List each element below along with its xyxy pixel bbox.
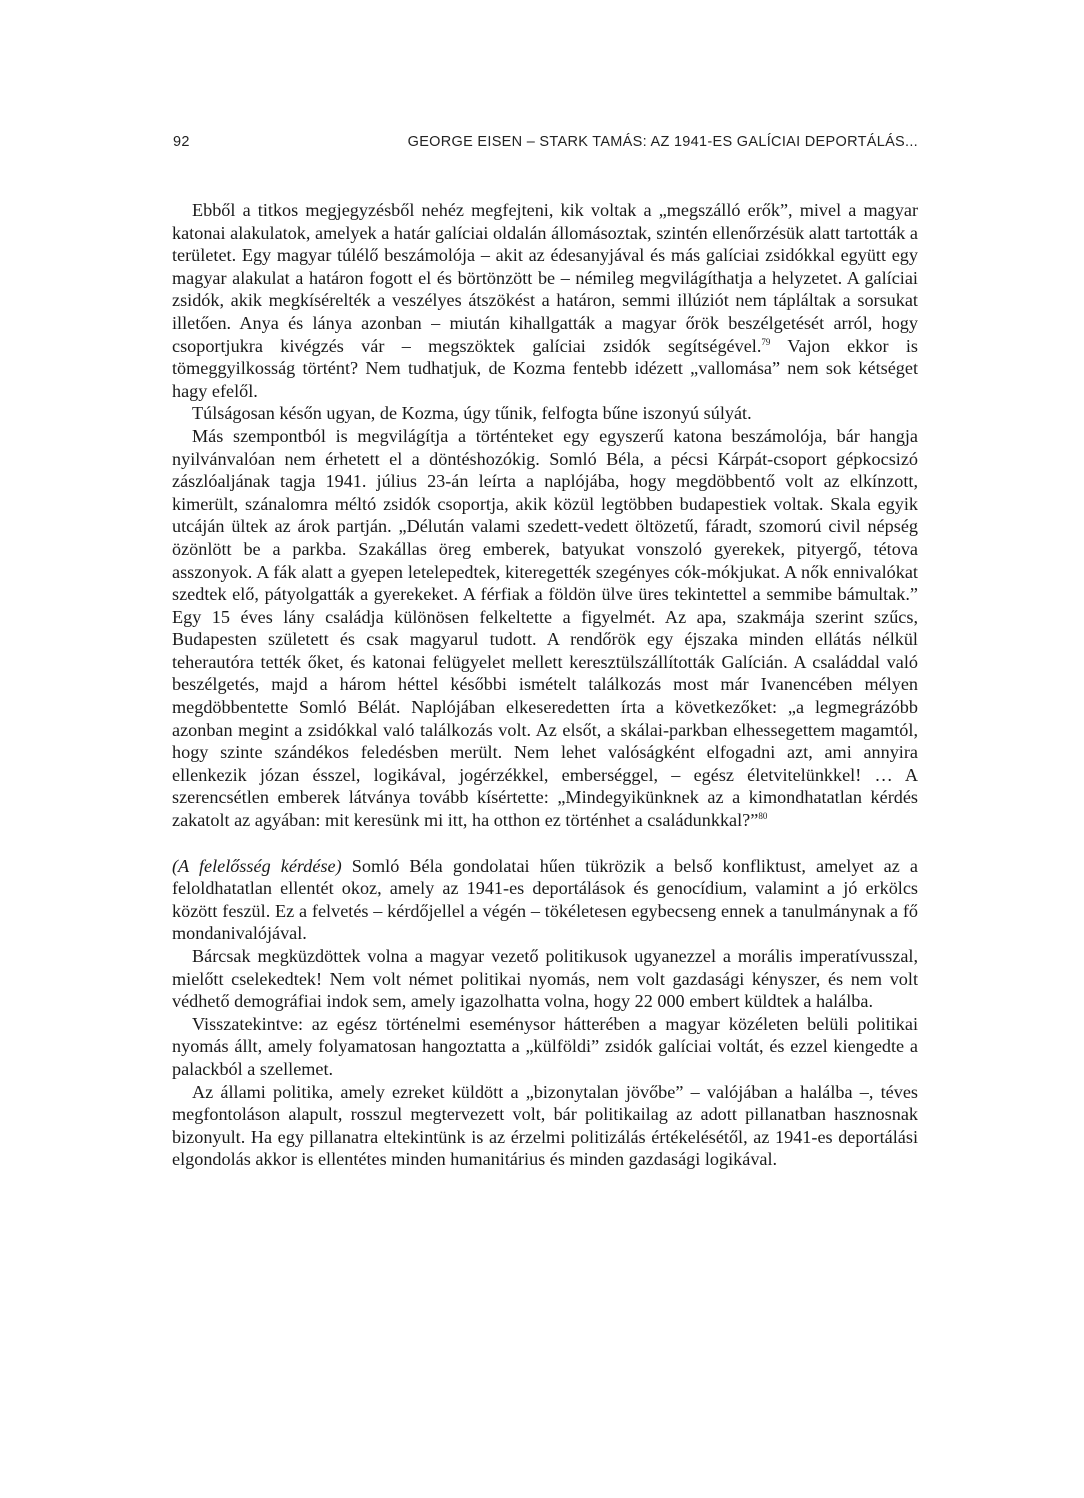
paragraph-6: Visszatekintve: az egész történelmi eseménysor hátterében a magyar közéleten belüli politikai nyomás állt, amely folyamatosan hangoztatta a „külföldi” zsidók galíciai voltát, és ezzel kiengedte a palackból a szellemet.	[172, 1013, 918, 1079]
paragraph-4-text: Somló Béla gondolatai hűen tükrözik a belső konfliktust, amelyet az a feloldhatatlan ellentét okoz, amely az 1941-es deportálások és genocídium, valamint a jó erkölcs között feszül. Ez a felvetés – kérdőjellel a végén – tökéletesen egybecseng ennek a tanulmánynak a fő mondanivalójával.	[172, 855, 918, 944]
page-header	[173, 134, 918, 156]
footnote-ref-79[interactable]: 79	[761, 336, 771, 347]
section-heading: (A felelősség kérdése)	[172, 855, 342, 876]
article-body	[172, 199, 918, 1171]
paragraph-1-text: Ebből a titkos megjegyzésből nehéz megfejteni, kik voltak a „megszálló erők”, mivel a magyar katonai alakulatok, amelyek a határ galíciai oldalán állomásoztak, szintén ellenőrzésük alatt tartották a területet. Egy magyar túlélő beszámolója – akit az édesanyjával és más galíciai zsidókkal együtt egy magyar alakulat a határon fogott el és börtönzött be – némileg megvilágíthatja a helyzetet. A galíciai zsidók, akik megkísérelték a veszélyes átszökést a határon, semmi illúziót nem tápláltak a sorsukat illetően. Anya és lánya azonban – miután kihallgatták a magyar őrök beszélgetését arról, hogy csoportjukra kivégzés vár – megszöktek galíciai zsidók segítségével.	[172, 200, 918, 356]
paragraph-2: Túlságosan későn ugyan, de Kozma, úgy tűnik, felfogta bűne iszonyú súlyát.	[192, 403, 752, 424]
paragraph-3	[172, 425, 918, 832]
footnote-ref-80[interactable]: 80	[758, 811, 768, 822]
page-number: 92	[173, 134, 190, 150]
running-head: GEORGE EISEN – STARK TAMÁS: AZ 1941-ES GALÍCIAI DEPORTÁLÁS...	[407, 134, 918, 150]
paragraph-7: Az állami politika, amely ezreket küldött a „bizonytalan jövőbe” – valójában a halálba –, téves megfontoláson alapult, rosszul megtervezett volt, bár politikailag az adott pillanatban hasznosnak bizonyult. Ha egy pillanatra eltekintünk is az érzelmi politizálás értékelésétől, az 1941-es deportálási elgondolás akkor is ellentétes minden humanitárius és minden gazdasági logikával.	[172, 1081, 918, 1170]
paragraph-1-text-continued: Vajon ekkor is tömeggyilkosság történt? Nem tudhatjuk, de Kozma fentebb idézett „vallomása” nem sok kétséget hagy efelől.	[172, 335, 918, 401]
paragraph-3-text: Más szempontból is megvilágítja a történteket egy egyszerű katona beszámolója, bár hangja nyilvánvalóan nem érhetett el a döntéshozókig. Somló Béla, a pécsi Kárpát-csoport gépkocsizó zászlóaljának tagja 1941. július 23-án leírta a naplójába, hogy megdöbbentő volt az elkínzott, kimerült, szánalomra méltó zsidók csoportja, akik közül legtöbben budapestiek voltak. Skala egyik utcáján ültek az árok partján. „Délután valami szedett-vedett öltözetű, fáradt, szomorú civil népség özönlött be a parkba. Szakállas öreg emberek, batyukat vonszoló gyerekek, pityergő, tétova asszonyok. A fák alatt a gyepen letelepedtek, kiteregették szegényes cók-mókjukat. A nők ennivalókat szedtek elő, pátyolgatták a gyerekeket. A férfiak a földön ülve üres tekintettel a semmibe bámultak.” Egy 15 éves lány családja különösen felkeltette a figyelmét. Az apa, szakmája szerint szűcs, Budapesten született és csak magyarul tudott. A rendőrök egy éjszaka minden ellátás nélkül teherautóra tették őket, és katonai felügyelet mellett keresztülszállították Galícián. A családdal való beszélgetés, majd a három héttel későbbi ismételt találkozás most már Ivanencében mélyen megdöbbentette Somló Bélát. Naplójában elkeseredetten írta a következőket: „a legmegrázóbb azonban megint a zsidókkal való találkozás volt. Az elsőt, a skálai-parkban elhessegettem magamtól, hogy szinte szándékos feledésben merült. Nem lehet valóságként elfogadni azt, ami annyira ellenkezik józan ésszel, logikával, jogérzékkel, emberséggel, – egész életvitelünkkel! … A szerencsétlen emberek látványa tovább kísértette: „Mindegyikünknek az a kimondhatatlan kérdés zakatolt az agyában: mit keresünk mi itt, ha otthon ez történhet a családunkkal?”	[172, 425, 918, 831]
paragraph-5: Bárcsak megküzdöttek volna a magyar vezető politikusok ugyanezzel a morális imperatívusszal, mielőtt cselekedtek! Nem volt német politikai nyomás, nem volt gazdasági kényszer, és nem volt védhető demográfiai indok sem, amely igazolhatta volna, hogy 22 000 embert küldtek a halálba.	[172, 946, 918, 1012]
paragraph-1	[172, 199, 918, 402]
paragraph-4	[172, 855, 918, 945]
